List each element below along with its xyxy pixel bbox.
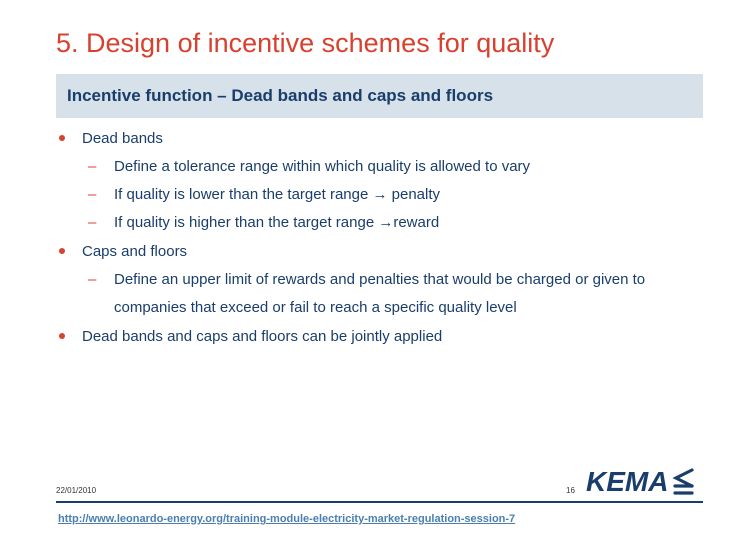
sub-bullet-item: [56, 153, 716, 181]
kema-logo: [580, 458, 700, 502]
bullet-dot-icon: [59, 333, 65, 339]
source-link[interactable]: http://www.leonardo-energy.org/training-module-electricity-market-regulation-session-7: [58, 513, 516, 525]
sub-bullet-item: [56, 181, 716, 209]
page-number: 16: [566, 486, 575, 495]
sub-bullet-item: [56, 209, 716, 237]
footer-date: 22/01/2010: [56, 486, 97, 495]
bullet-item: [56, 322, 716, 351]
sub-bullet-continuation: [56, 294, 716, 322]
bullet-text: Dead bands and caps and floors can be jointly applied: [82, 328, 443, 345]
dash-icon: –: [88, 214, 97, 231]
logo-text: KEMA: [586, 466, 669, 497]
bullet-item: [56, 237, 716, 266]
dash-icon: –: [88, 186, 97, 203]
sub-bullet-text: companies that exceed or fail to reach a specific quality level: [114, 299, 517, 316]
sub-bullet-text: If quality is lower than the target range → penalty: [114, 186, 441, 203]
bullet-dot-icon: [59, 248, 65, 254]
slide-title: 5. Design of incentive schemes for quality: [56, 28, 555, 58]
sub-bullet-text: If quality is higher than the target range →reward: [114, 214, 440, 231]
bullet-text: Caps and floors: [82, 243, 188, 260]
logo-mark-icon: [675, 470, 692, 493]
sub-bullet-text: Define a tolerance range within which quality is allowed to vary: [114, 158, 531, 175]
sub-bullet-item: [56, 266, 716, 294]
bullet-list: [56, 124, 716, 351]
dash-icon: –: [88, 271, 97, 288]
subtitle-bar: [56, 74, 703, 118]
bullet-dot-icon: [59, 135, 65, 141]
subtitle-text: Incentive function – Dead bands and caps and floors: [67, 86, 494, 105]
bullet-text: Dead bands: [82, 130, 163, 147]
bullet-item: [56, 124, 716, 153]
dash-icon: –: [88, 158, 97, 175]
sub-bullet-text: Define an upper limit of rewards and penalties that would be charged or given to: [114, 271, 646, 288]
